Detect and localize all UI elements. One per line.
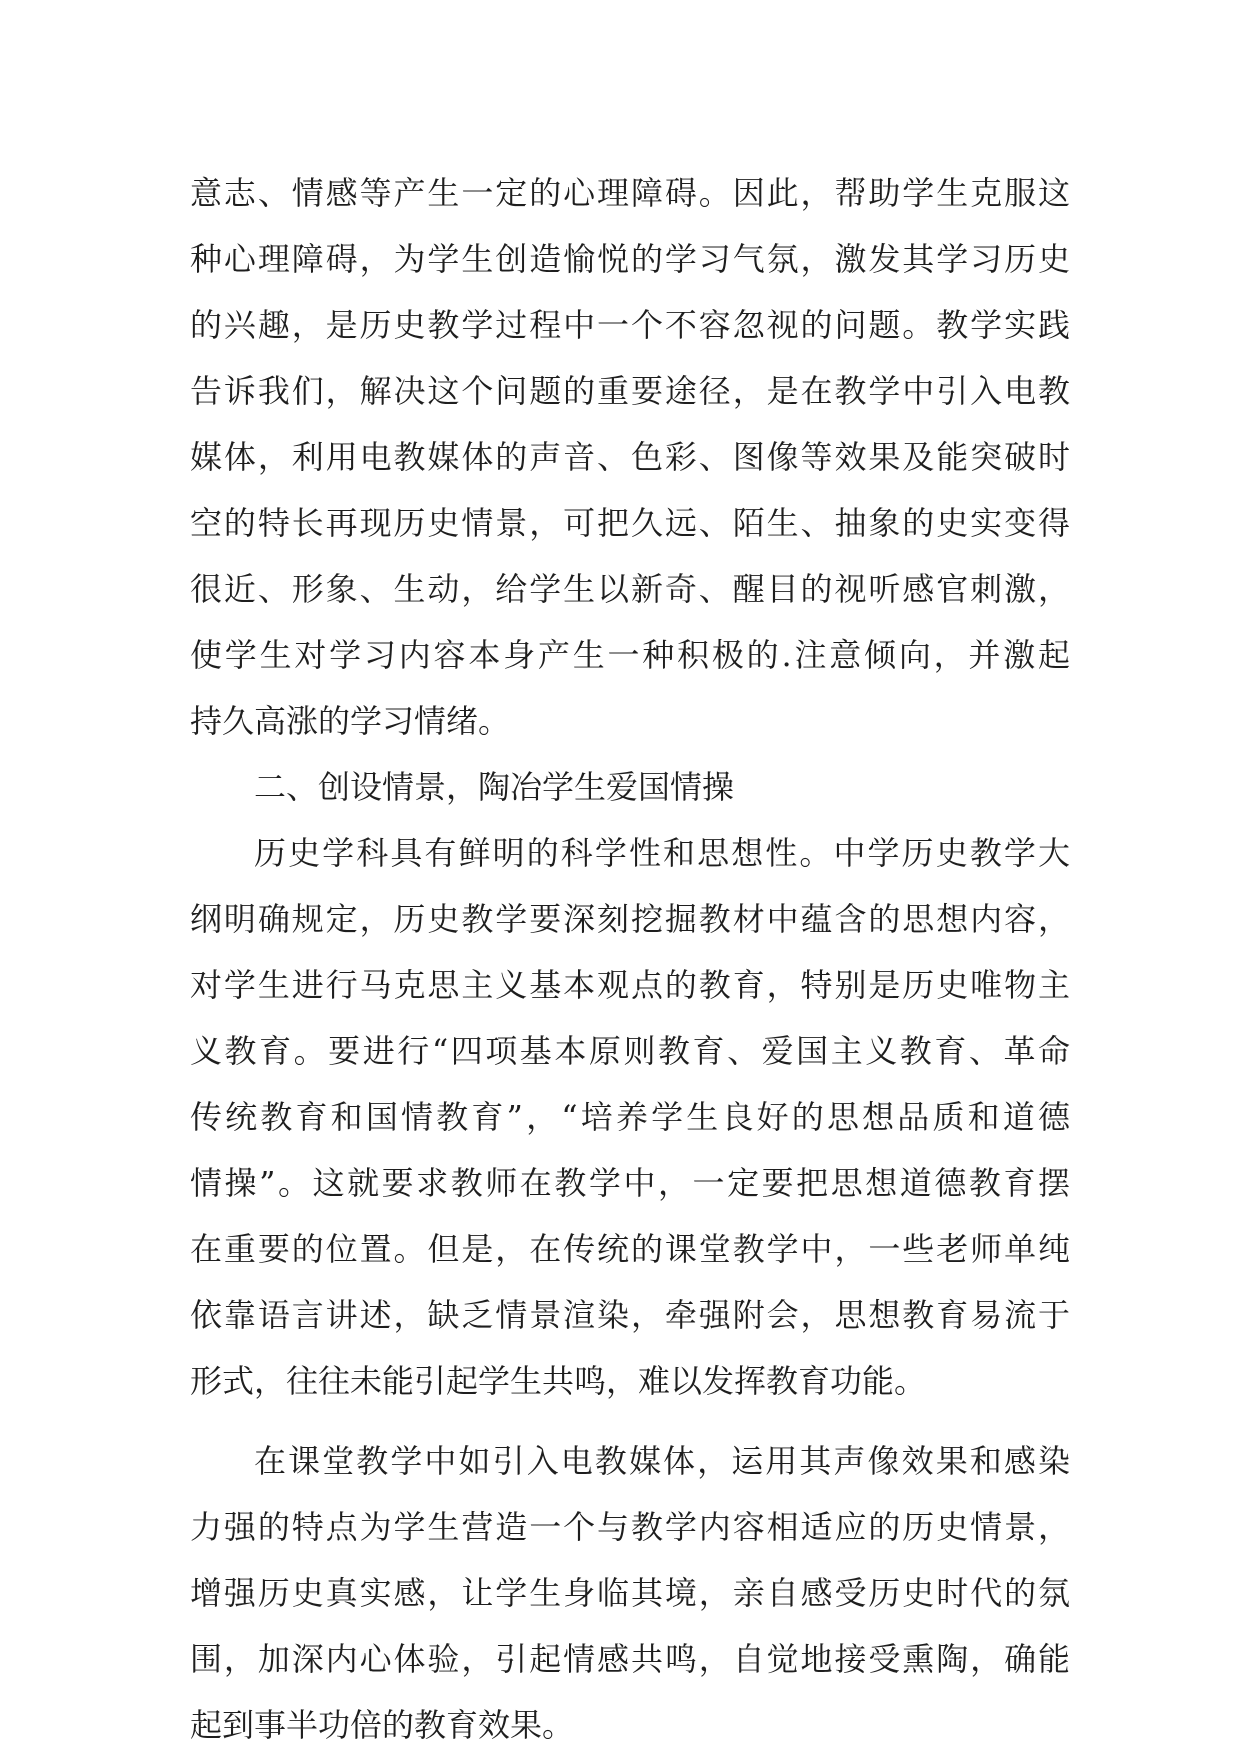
paragraph-2-line: 纲明确规定，历史教学要深刻挖掘教材中蕴含的思想内容，: [190, 900, 1070, 938]
paragraph-spacer: [190, 1414, 1070, 1428]
paragraph-3-line: 围，加深内心体验，引起情感共鸣，自觉地接受熏陶，确能: [190, 1640, 1070, 1678]
paragraph-3-line: 起到事半功倍的教育效果。: [190, 1706, 575, 1744]
paragraph-3: [190, 1428, 1070, 1758]
paragraph-3-line: 力强的特点为学生营造一个与教学内容相适应的历史情景，: [190, 1508, 1070, 1546]
section-heading: 二、创设情景，陶冶学生爱国情操: [254, 768, 735, 806]
paragraph-2-line: 依靠语言讲述，缺乏情景渲染，牵强附会，思想教育易流于: [190, 1296, 1070, 1334]
paragraph-1-line: 意志、情感等产生一定的心理障碍。因此，帮助学生克服这: [190, 174, 1070, 212]
paragraph-1-line: 使学生对学习内容本身产生一种积极的.注意倾向，并激起: [190, 636, 1070, 674]
paragraph-1: [190, 160, 1070, 754]
paragraph-2-line: 情操”。这就要求教师在教学中，一定要把思想道德教育摆: [190, 1164, 1070, 1202]
paragraph-2-line: 义教育。要进行“四项基本原则教育、爱国主义教育、革命: [190, 1032, 1070, 1070]
paragraph-2-line: 历史学科具有鲜明的科学性和思想性。中学历史教学大: [254, 834, 1070, 872]
paragraph-1-line: 很近、形象、生动，给学生以新奇、醒目的视听感官刺激，: [190, 570, 1070, 608]
paragraph-3-line: 增强历史真实感，让学生身临其境，亲自感受历史时代的氛: [190, 1574, 1070, 1612]
paragraph-1-line: 的兴趣，是历史教学过程中一个不容忽视的问题。教学实践: [190, 306, 1070, 344]
paragraph-1-line: 媒体，利用电教媒体的声音、色彩、图像等效果及能突破时: [190, 438, 1070, 476]
paragraph-1-line: 空的特长再现历史情景，可把久远、陌生、抽象的史实变得: [190, 504, 1070, 542]
paragraph-1-line: 种心理障碍，为学生创造愉悦的学习气氛，激发其学习历史: [190, 240, 1070, 278]
paragraph-3-line: 在课堂教学中如引入电教媒体，运用其声像效果和感染: [254, 1442, 1070, 1480]
paragraph-2-line: 形式，往往未能引起学生共鸣，难以发挥教育功能。: [190, 1362, 927, 1400]
paragraph-2-line: 对学生进行马克思主义基本观点的教育，特别是历史唯物主: [190, 966, 1070, 1004]
paragraph-2: [190, 820, 1070, 1414]
document-body: [190, 160, 1070, 1758]
paragraph-2-line: 传统教育和国情教育”，“培养学生良好的思想品质和道德: [190, 1098, 1070, 1136]
paragraph-1-line: 告诉我们，解决这个问题的重要途径，是在教学中引入电教: [190, 372, 1070, 410]
paragraph-2-line: 在重要的位置。但是，在传统的课堂教学中，一些老师单纯: [190, 1230, 1070, 1268]
paragraph-1-line: 持久高涨的学习情绪。: [190, 702, 511, 740]
